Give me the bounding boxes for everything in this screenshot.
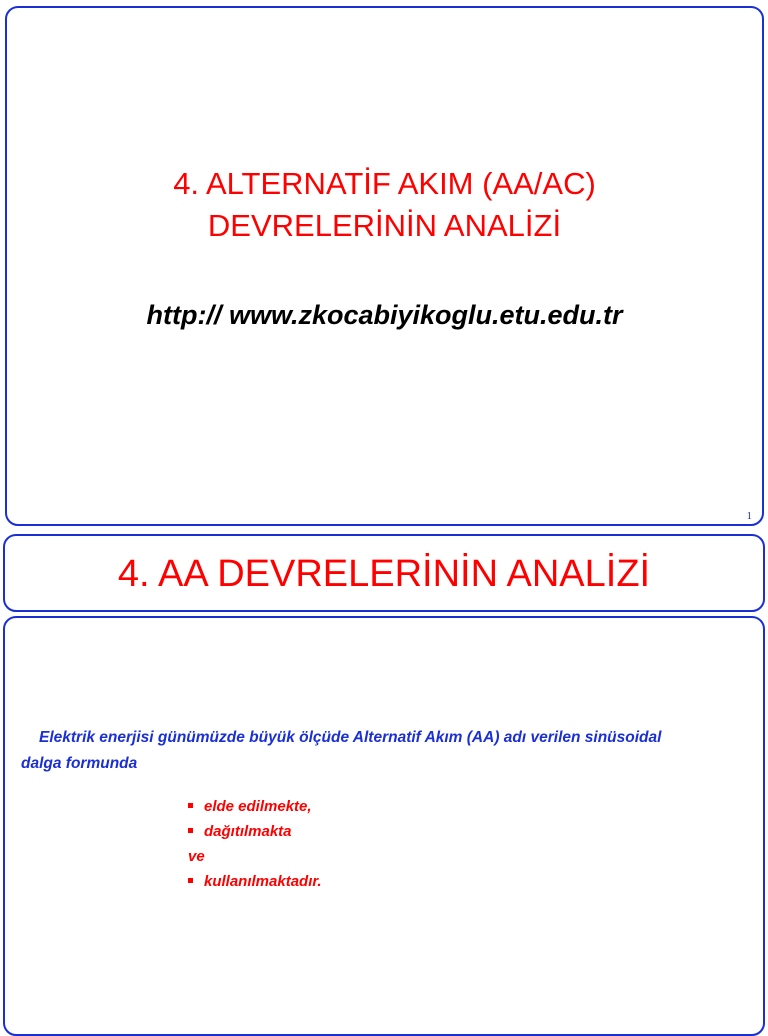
list-connector: ve bbox=[188, 848, 205, 865]
list-item bbox=[188, 794, 322, 819]
list-item-text: kullanılmaktadır. bbox=[204, 873, 322, 890]
slide-title-line-2: DEVRELERİNİN ANALİZİ bbox=[207, 208, 562, 243]
intro-paragraph bbox=[21, 724, 761, 778]
list-item bbox=[188, 819, 322, 844]
square-bullet-icon bbox=[188, 878, 193, 883]
list-item-text: dağıtılmakta bbox=[204, 823, 292, 840]
intro-line-1: Elektrik enerjisi günümüzde büyük ölçüde Alternatif Akım (AA) adı verilen sinüsoidal bbox=[39, 729, 662, 746]
slide-2-body bbox=[3, 616, 765, 1036]
list-item-text: elde edilmekte, bbox=[204, 798, 312, 815]
section-title: 4. AA DEVRELERİNİN ANALİZİ bbox=[117, 553, 651, 595]
intro-line-2: dalga formunda bbox=[21, 755, 138, 772]
slide-title-line-1: 4. ALTERNATİF AKIM (AA/AC) bbox=[173, 166, 596, 201]
square-bullet-icon bbox=[188, 828, 193, 833]
square-bullet-icon bbox=[188, 803, 193, 808]
list-item bbox=[188, 869, 322, 894]
page-number: 1 bbox=[746, 510, 752, 522]
slide-1 bbox=[5, 6, 764, 526]
slide-2-header bbox=[3, 534, 765, 612]
website-url: http:// www.zkocabiyikoglu.etu.edu.tr bbox=[146, 300, 623, 330]
bullet-list bbox=[188, 794, 322, 894]
